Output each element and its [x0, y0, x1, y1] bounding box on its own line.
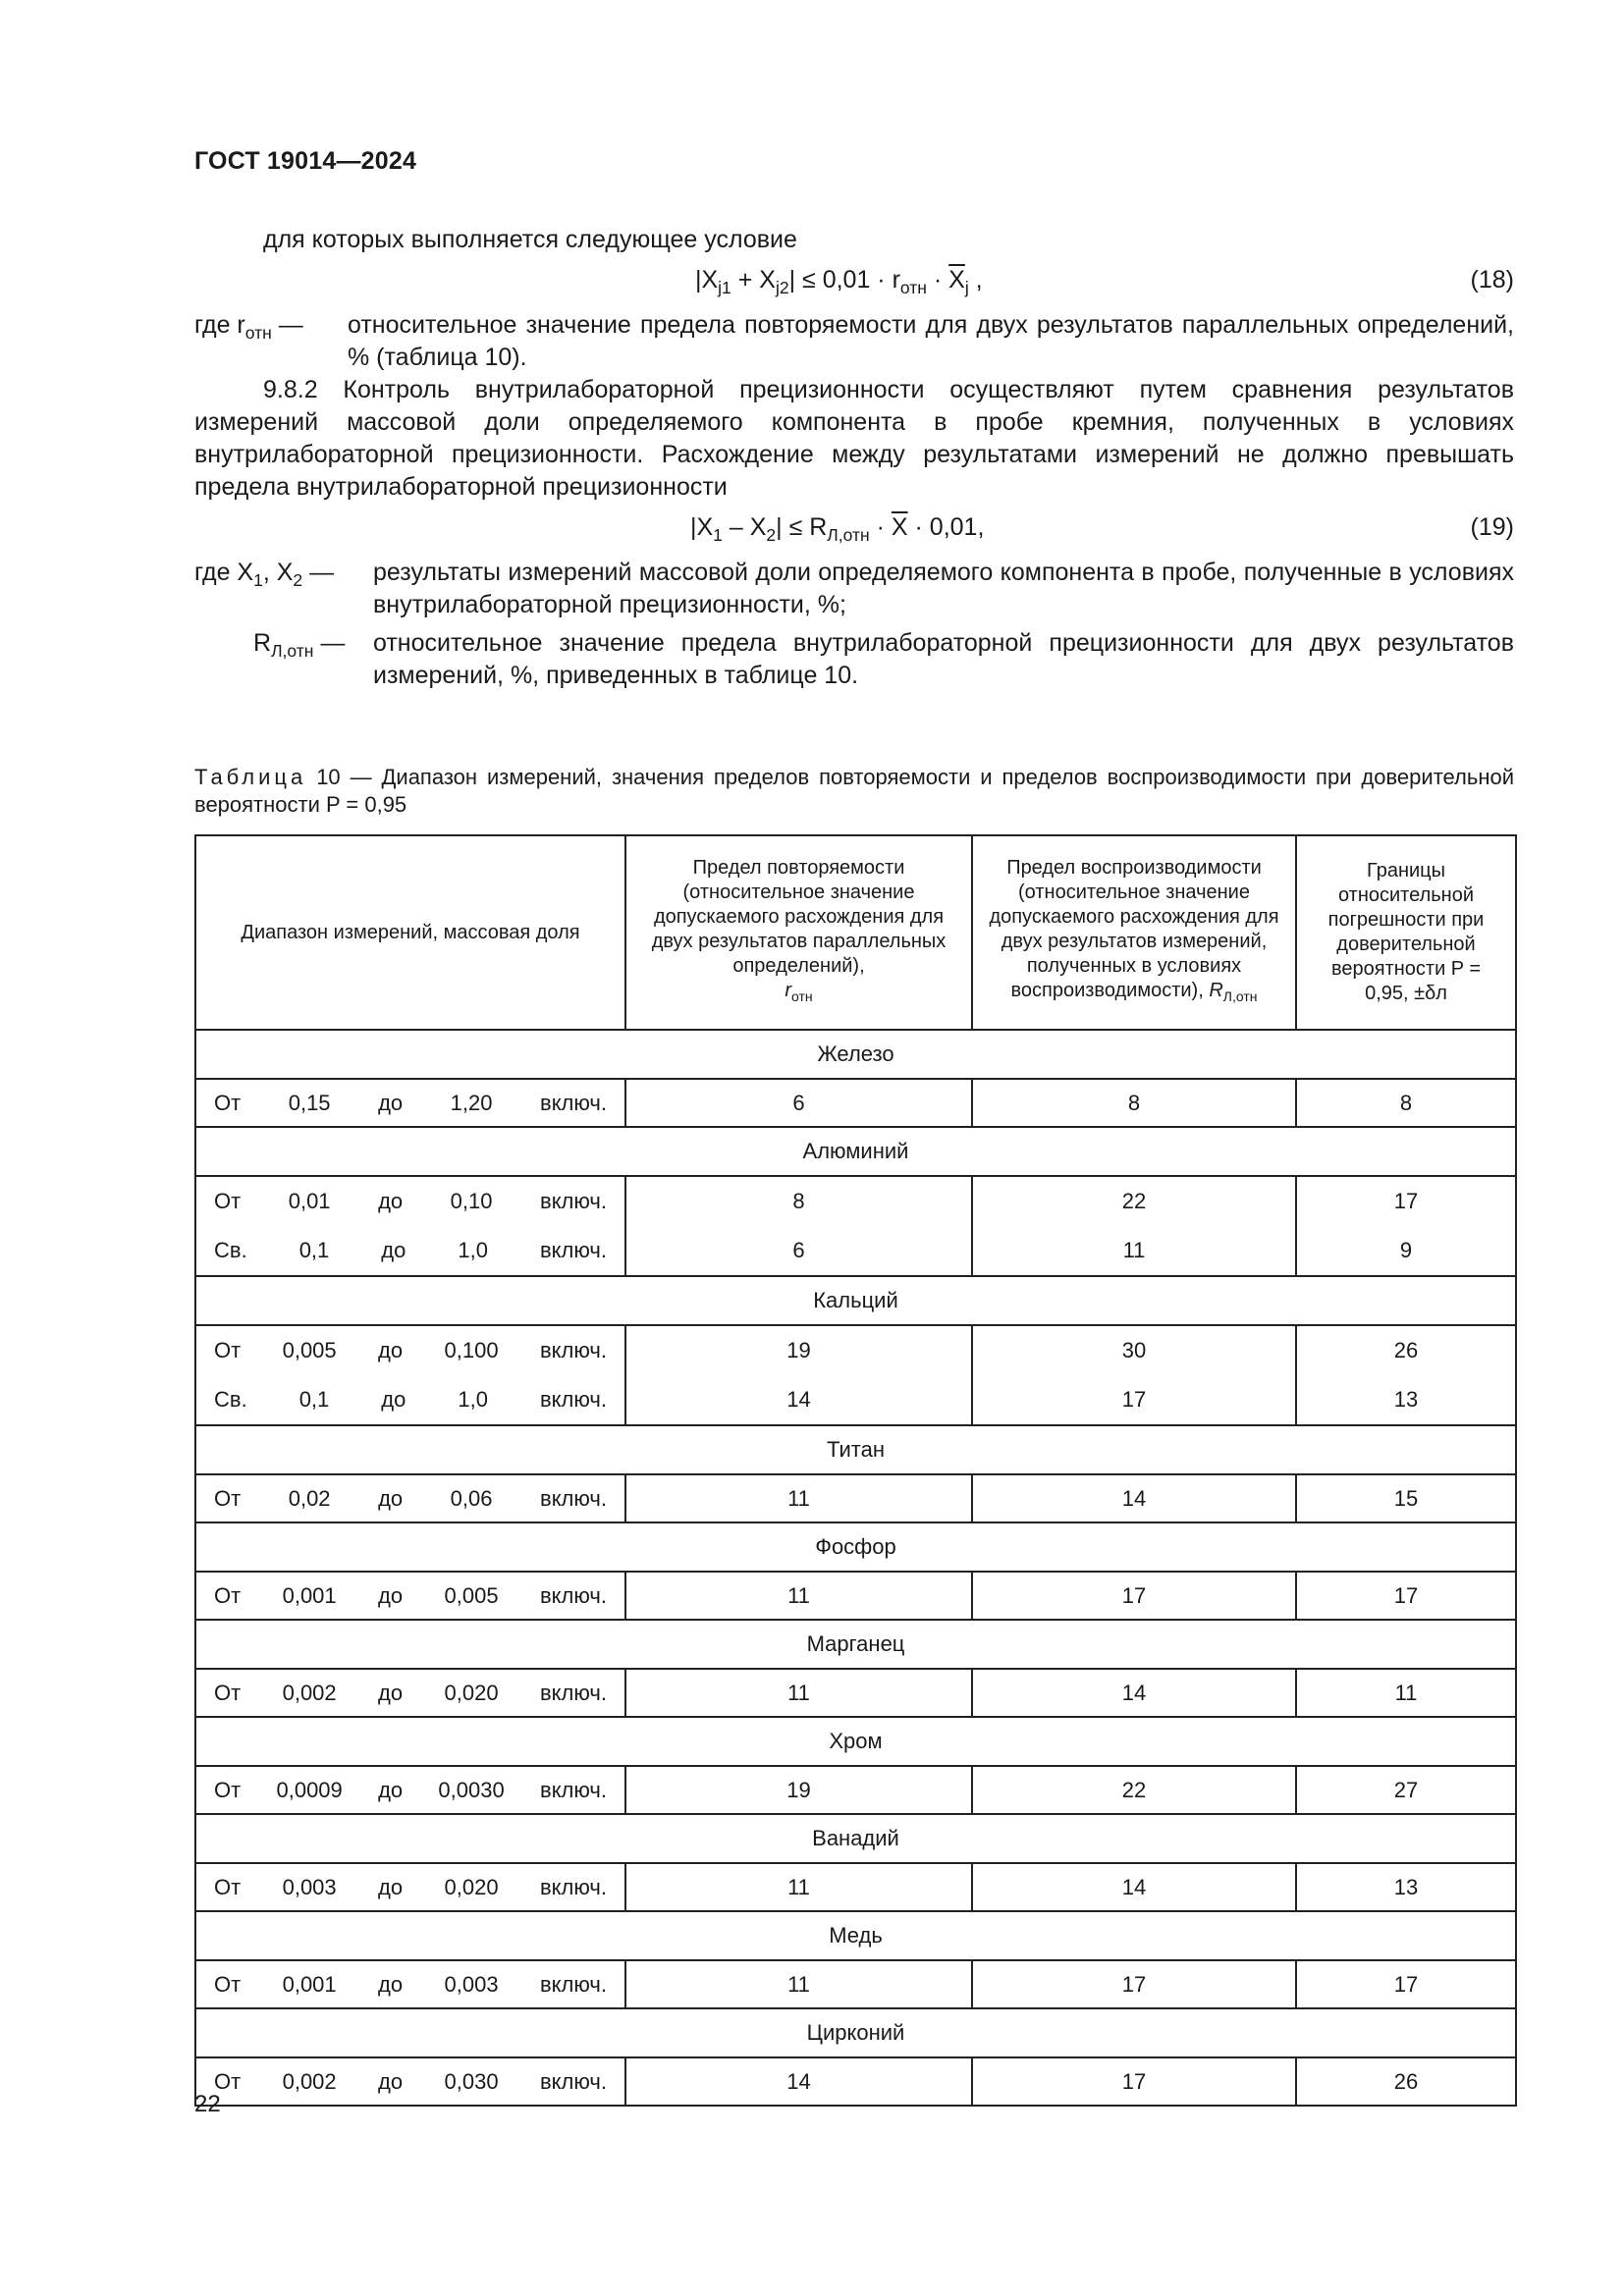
range-to-word: до — [378, 1485, 404, 1511]
equation-number-19: (19) — [1470, 513, 1514, 541]
paragraph-condition: для которых выполняется следующее условие — [263, 226, 797, 253]
range-to-word: до — [378, 1338, 404, 1362]
equation-number-18: (18) — [1470, 266, 1514, 294]
range-to-word: до — [381, 1238, 406, 1262]
formula-18-expression: $|X_{j1} + X_{j2}| \le 0,01 \cdot r_{отн} \cdot \overline{X}_j$ , — [695, 266, 983, 297]
repeatability-value: 11 — [625, 1960, 972, 2008]
range-from: 0,15 — [288, 1090, 331, 1115]
element-name: Цирконий — [195, 2008, 1516, 2057]
range-to: 0,10 — [450, 1189, 493, 1213]
bounds-value: 8 — [1296, 1079, 1516, 1127]
header-reproducibility: Предел воспроизводимости (относительное значение допускаемого расхождения для двух результатов измерений, полученных в условиях воспроизводимости), $R_{Л,отн}$ — [972, 835, 1296, 1030]
element-name: Кальций — [195, 1276, 1516, 1325]
range-a: От — [214, 1874, 242, 1899]
range-to-word: до — [378, 1090, 404, 1115]
range-cell — [195, 1325, 625, 1425]
bounds-value: 9 — [1399, 1238, 1413, 1262]
table-row — [195, 1474, 1516, 1522]
table-group-row — [195, 1522, 1516, 1572]
table-row — [195, 1960, 1516, 2008]
range-incl: включ. — [539, 1582, 607, 1608]
range-a: От — [214, 1971, 242, 1997]
range-incl: включ. — [540, 1090, 607, 1115]
element-name: Ванадий — [195, 1814, 1516, 1863]
range-incl: включ. — [539, 1338, 607, 1362]
reproducibility-value-cell — [972, 1325, 1296, 1425]
range-to: 1,0 — [458, 1238, 488, 1262]
definition-x: где $X_1$, $X_2$ — результаты измерений массовой доли определяемого компонента в пробе, полученные в условиях внутрилабораторной прецизионности, %; — [194, 559, 1514, 618]
reproducibility-value: 8 — [972, 1079, 1296, 1127]
bounds-value-cell — [1296, 1176, 1516, 1276]
range-from: 0,002 — [282, 2068, 337, 2094]
repeatability-value: 11 — [625, 1474, 972, 1522]
reproducibility-value: 11 — [1122, 1238, 1146, 1262]
table-group-row — [195, 1911, 1516, 1960]
range-from: 0,003 — [282, 1874, 337, 1899]
range-cell — [195, 1079, 625, 1127]
reproducibility-value: 22 — [972, 1766, 1296, 1814]
range-to-word: до — [378, 1189, 404, 1213]
range-incl: включ. — [539, 1971, 607, 1997]
range-from: 0,02 — [288, 1485, 331, 1511]
range-to: 0,020 — [444, 1680, 499, 1705]
reproducibility-value: 17 — [972, 2057, 1296, 2106]
range-a: Св. — [214, 1387, 247, 1412]
definition-R: $R_{Л,отн}$ — относительное значение предела внутрилабораторной прецизионности для двух результатов измерений, %, приведенных в таблице 10. — [253, 629, 1514, 689]
data-table — [194, 834, 1517, 2107]
repeatability-value-cell — [625, 1176, 972, 1276]
range-cell — [195, 1572, 625, 1620]
range-a: От — [214, 1680, 242, 1705]
bounds-value: 27 — [1296, 1766, 1516, 1814]
table-group-row — [195, 1030, 1516, 1079]
range-to-word: до — [378, 1777, 404, 1802]
bounds-value: 13 — [1393, 1387, 1419, 1412]
range-incl: включ. — [540, 1777, 607, 1802]
range-incl: включ. — [540, 1189, 607, 1213]
reproducibility-value: 22 — [1121, 1189, 1147, 1213]
repeatability-value-cell — [625, 1325, 972, 1425]
table-group-row — [195, 1127, 1516, 1176]
reproducibility-value: 14 — [972, 1474, 1296, 1522]
range-incl: включ. — [539, 1874, 607, 1899]
table-row — [195, 1766, 1516, 1814]
table-caption: Таблица 10 — Диапазон измерений, значения пределов повторяемости и пределов воспроизводимости при доверительной вероятности P = 0,95 — [194, 765, 1514, 817]
range-to-word: до — [378, 1971, 404, 1997]
range-cell — [195, 1176, 625, 1276]
header-range: Диапазон измерений, массовая доля — [195, 835, 625, 1030]
repeatability-value: 11 — [625, 1572, 972, 1620]
header-bounds: Границы относительной погрешности при доверительной вероятности P = 0,95, ±δл — [1296, 835, 1516, 1030]
range-to-word: до — [378, 2068, 404, 2094]
element-name: Железо — [195, 1030, 1516, 1079]
range-a: От — [214, 1777, 242, 1802]
table-row — [195, 1176, 1516, 1276]
definition-r: где $r_{отн}$ — относительное значение предела повторяемости для двух результатов параллельных определений, % (таблица 10). — [194, 311, 1514, 371]
table-row — [195, 1079, 1516, 1127]
table-header-row — [195, 835, 1516, 1030]
table-row — [195, 1325, 1516, 1425]
range-incl: включ. — [539, 1680, 607, 1705]
range-to: 0,030 — [444, 2068, 499, 2094]
repeatability-value: 6 — [625, 1079, 972, 1127]
range-from: 0,005 — [282, 1338, 337, 1362]
range-to: 0,100 — [444, 1338, 499, 1362]
repeatability-value: 6 — [792, 1238, 805, 1262]
table-row — [195, 1863, 1516, 1911]
table-group-row — [195, 1425, 1516, 1474]
page-header: ГОСТ 19014—2024 — [194, 147, 417, 175]
range-from: 0,001 — [282, 1582, 337, 1608]
range-to-word: до — [378, 1680, 404, 1705]
repeatability-value: 14 — [786, 1387, 811, 1412]
reproducibility-value: 30 — [1121, 1338, 1147, 1362]
range-to-word: до — [378, 1874, 404, 1899]
page-number: 22 — [194, 2091, 221, 2117]
bounds-value: 11 — [1296, 1669, 1516, 1717]
range-a: Св. — [214, 1238, 247, 1262]
table-group-row — [195, 1717, 1516, 1766]
formula-18 — [194, 264, 1514, 303]
table-row — [195, 1669, 1516, 1717]
range-a: От — [214, 1485, 242, 1511]
reproducibility-value-cell — [972, 1176, 1296, 1276]
range-a: От — [214, 2068, 242, 2094]
range-to: 0,003 — [444, 1971, 499, 1997]
range-cell — [195, 1766, 625, 1814]
table-row — [195, 2057, 1516, 2106]
range-incl: включ. — [539, 1238, 607, 1262]
range-to: 0,020 — [444, 1874, 499, 1899]
range-a: От — [214, 1090, 242, 1115]
bounds-value: 26 — [1296, 2057, 1516, 2106]
range-cell — [195, 1474, 625, 1522]
repeatability-value: 14 — [625, 2057, 972, 2106]
range-to: 0,005 — [444, 1582, 499, 1608]
formula-19 — [194, 511, 1514, 551]
range-to: 1,0 — [458, 1387, 488, 1412]
formula-19-expression: $|X_1 - X_2| \le R_{Л,отн} \cdot \overline{X} \cdot 0,01$, — [690, 513, 985, 545]
range-to: 1,20 — [450, 1090, 493, 1115]
element-name: Титан — [195, 1425, 1516, 1474]
table-row — [195, 1572, 1516, 1620]
range-a: От — [214, 1338, 242, 1362]
range-a: От — [214, 1189, 242, 1213]
element-name: Алюминий — [195, 1127, 1516, 1176]
range-incl: включ. — [539, 2068, 607, 2094]
range-cell — [195, 1863, 625, 1911]
element-name: Медь — [195, 1911, 1516, 1960]
range-to: 0,0030 — [438, 1777, 505, 1802]
repeatability-value: 19 — [625, 1766, 972, 1814]
range-to-word: до — [381, 1387, 406, 1412]
element-name: Фосфор — [195, 1522, 1516, 1572]
range-from: 0,0009 — [276, 1777, 343, 1802]
bounds-value: 17 — [1296, 1572, 1516, 1620]
range-from: 0,1 — [298, 1238, 330, 1262]
element-name: Хром — [195, 1717, 1516, 1766]
repeatability-value: 19 — [786, 1338, 811, 1362]
table-group-row — [195, 2008, 1516, 2057]
range-from: 0,1 — [298, 1387, 330, 1412]
reproducibility-value: 17 — [1121, 1387, 1147, 1412]
bounds-value: 26 — [1393, 1338, 1419, 1362]
range-a: От — [214, 1582, 242, 1608]
reproducibility-value: 14 — [972, 1863, 1296, 1911]
element-name: Марганец — [195, 1620, 1516, 1669]
bounds-value-cell — [1296, 1325, 1516, 1425]
bounds-value: 15 — [1296, 1474, 1516, 1522]
header-repeatability: Предел повторяемости (относительное значение допускаемого расхождения для двух результатов параллельных определений), $r_{отн}$ — [625, 835, 972, 1030]
range-incl: включ. — [540, 1485, 607, 1511]
paragraph-9-8-2: 9.8.2 Контроль внутрилабораторной прецизионности осуществляют путем сравнения результатов измерений массовой доли определяемого компонента в пробе кремния, полученных в условиях внутрилабораторной прецизионности. Расхождение между результатами измерений не должно превышать предела внутрилабораторной прецизионности — [194, 376, 1514, 501]
range-from: 0,01 — [288, 1189, 331, 1213]
repeatability-value: 11 — [625, 1863, 972, 1911]
reproducibility-value: 14 — [972, 1669, 1296, 1717]
range-to-word: до — [378, 1582, 404, 1608]
table-group-row — [195, 1620, 1516, 1669]
body-text — [194, 224, 1514, 692]
repeatability-value: 11 — [625, 1669, 972, 1717]
reproducibility-value: 17 — [972, 1572, 1296, 1620]
range-to: 0,06 — [450, 1485, 493, 1511]
repeatability-value: 8 — [792, 1189, 805, 1213]
range-cell — [195, 1669, 625, 1717]
bounds-value: 17 — [1393, 1189, 1419, 1213]
range-incl: включ. — [539, 1387, 607, 1412]
table-group-row — [195, 1276, 1516, 1325]
bounds-value: 13 — [1296, 1863, 1516, 1911]
range-cell — [195, 2057, 625, 2106]
range-from: 0,001 — [282, 1971, 337, 1997]
bounds-value: 17 — [1296, 1960, 1516, 2008]
range-from: 0,002 — [282, 1680, 337, 1705]
reproducibility-value: 17 — [972, 1960, 1296, 2008]
range-cell — [195, 1960, 625, 2008]
table-group-row — [195, 1814, 1516, 1863]
